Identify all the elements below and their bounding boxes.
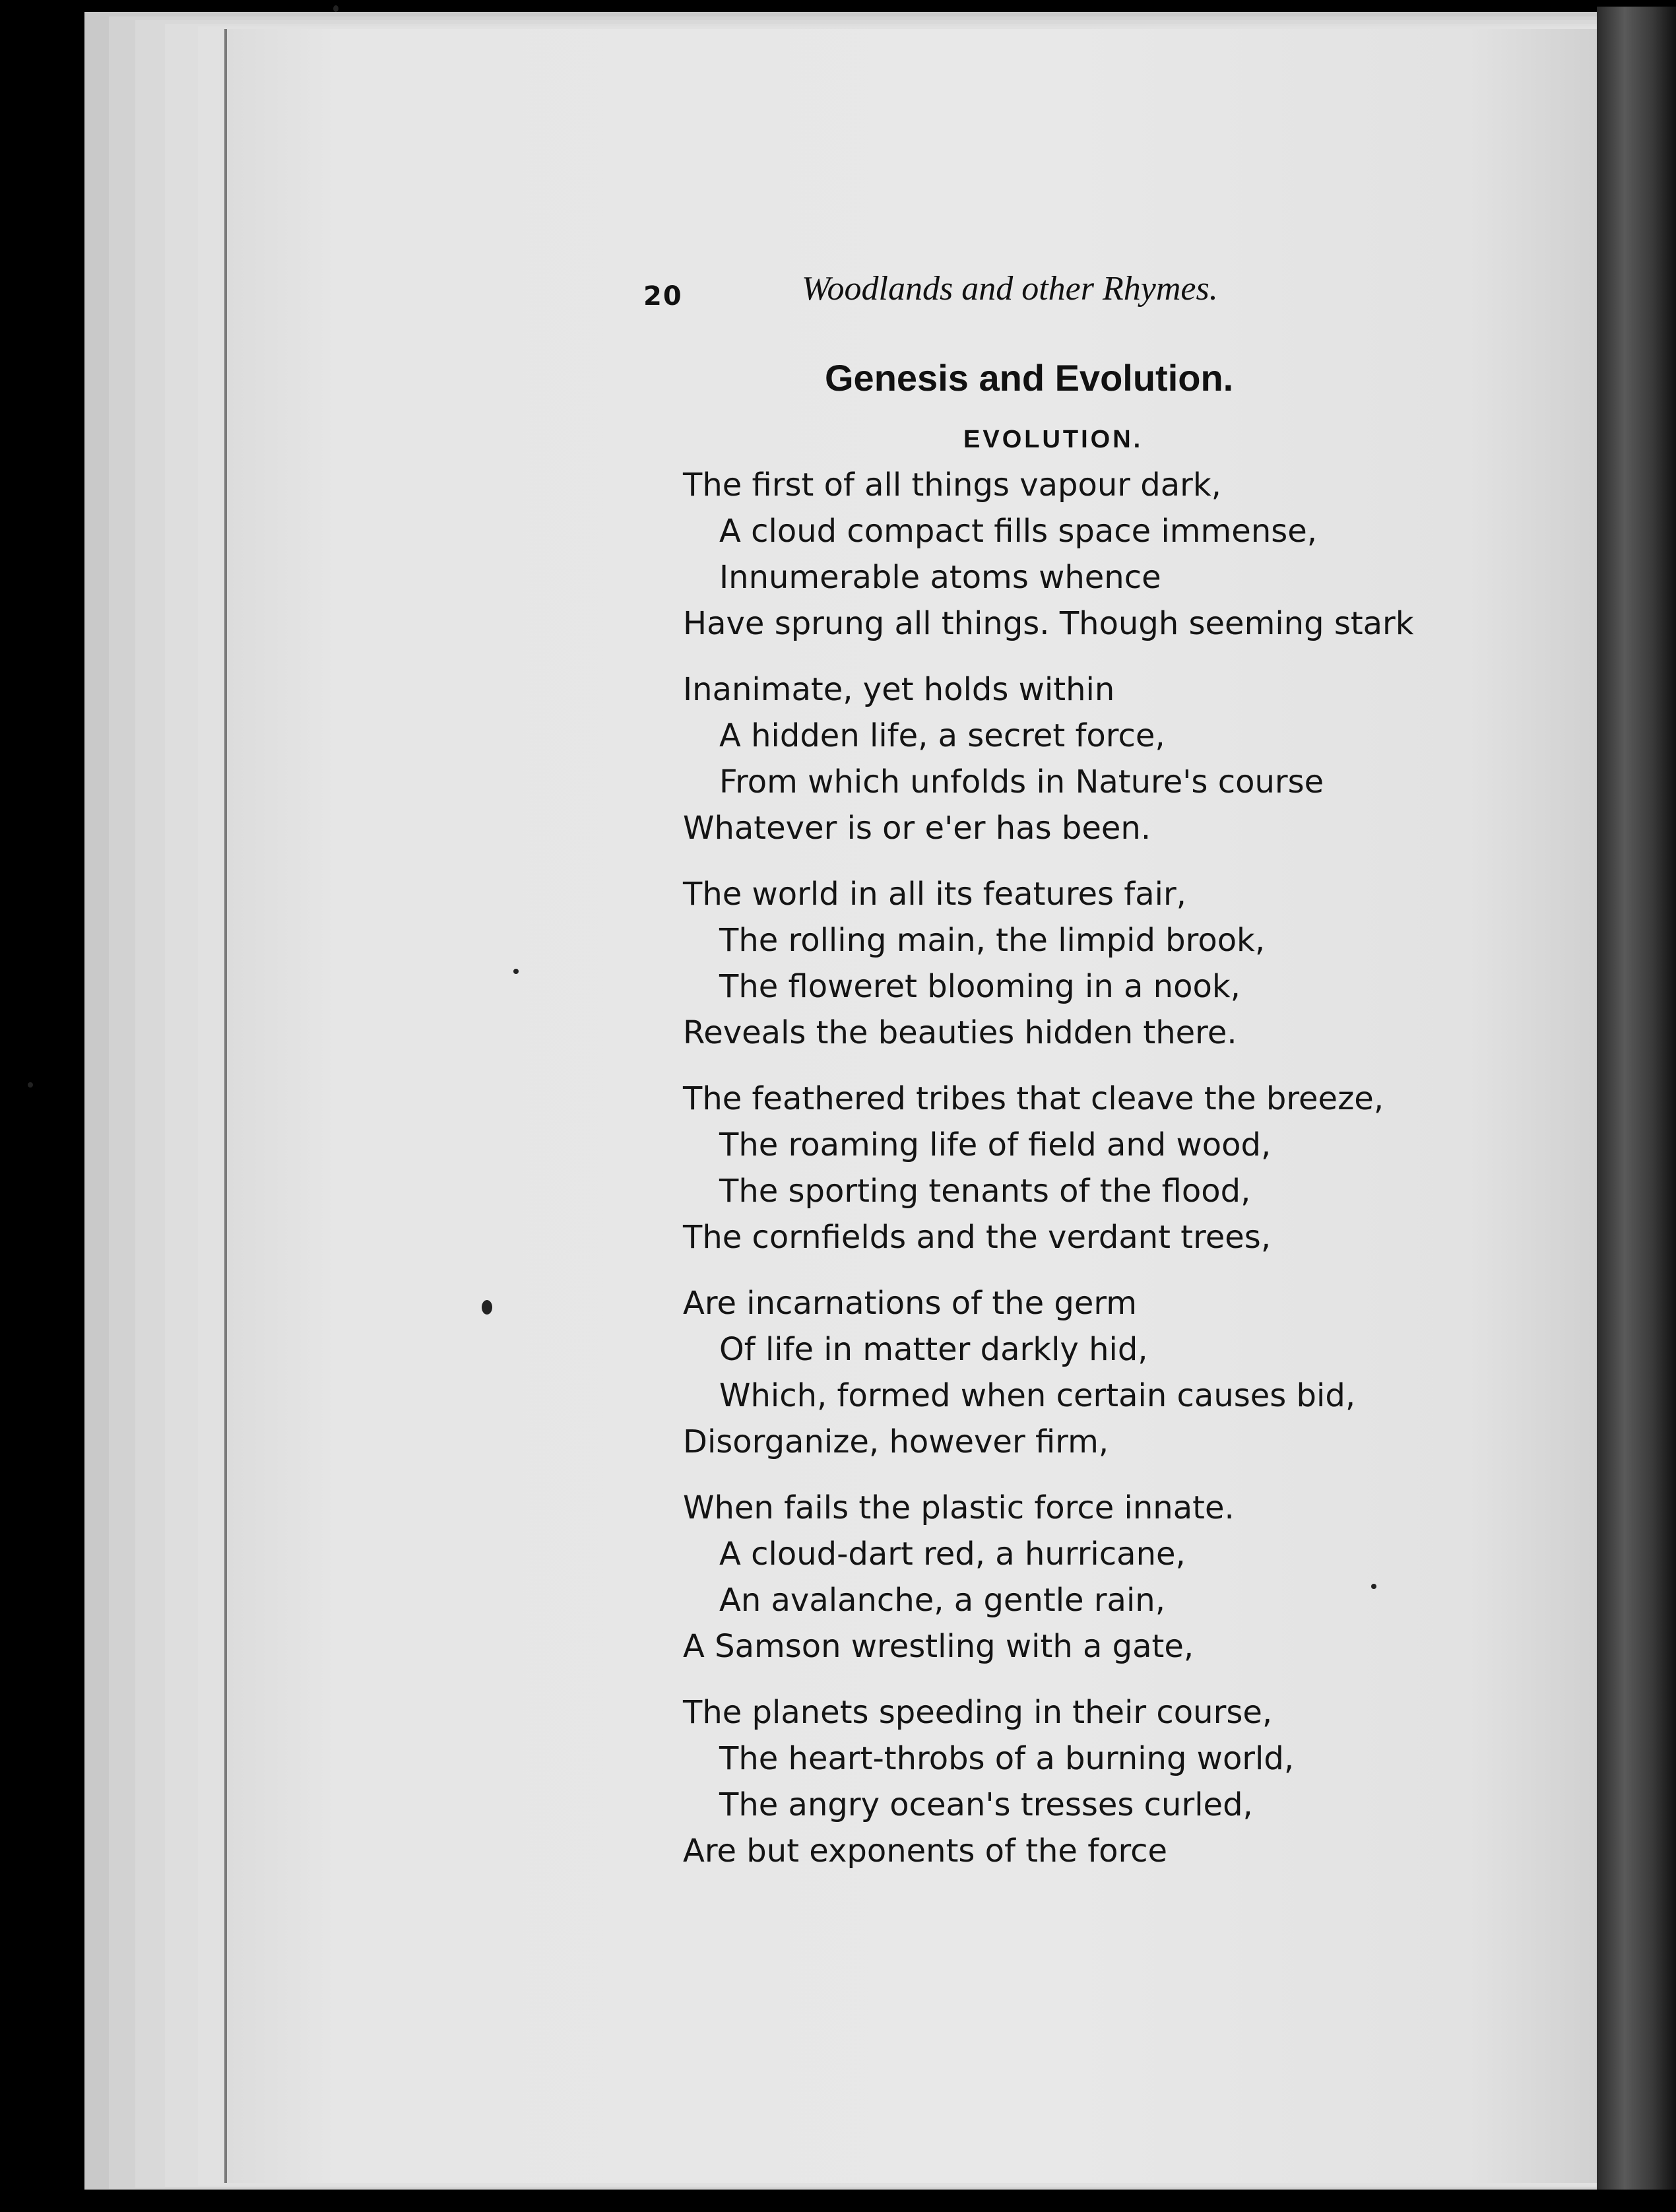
book-title: Woodlands and other Rhymes. (802, 270, 1218, 308)
poem-line: The sporting tenants of the flood, (719, 1173, 1251, 1210)
poem-line: The planets speeding in their course, (683, 1694, 1273, 1731)
scan-speck (28, 1082, 33, 1088)
poem-line: Whatever is or e'er has been. (683, 810, 1151, 847)
poem-line: The cornfields and the verdant trees, (683, 1219, 1272, 1256)
poem-line: Disorganize, however firm, (683, 1423, 1109, 1460)
poem-line: An avalanche, a gentle rain, (719, 1582, 1165, 1619)
poem-line: Inanimate, yet holds within (683, 671, 1115, 708)
scan-bottom-band (0, 2190, 1676, 2212)
poem-line: The first of all things vapour dark, (683, 467, 1221, 504)
stanza (683, 1076, 1528, 1260)
scan-speck (482, 1300, 492, 1315)
poem-line: A cloud-dart red, a hurricane, (719, 1536, 1186, 1573)
poem-line: Are but exponents of the force (683, 1833, 1168, 1870)
page-gutter-shadow (1597, 7, 1676, 2204)
poem-line: Are incarnations of the germ (683, 1285, 1138, 1322)
section-heading: EVOLUTION. (963, 426, 1144, 453)
poem-line: The feathered tribes that cleave the breeze, (683, 1080, 1384, 1117)
poem-line: The floweret blooming in a nook, (719, 968, 1241, 1005)
stanza (683, 1280, 1528, 1465)
poem-line: Of life in matter darkly hid, (719, 1331, 1148, 1368)
scan-speck (513, 969, 519, 974)
stanza (683, 871, 1528, 1056)
poem-line: The roaming life of field and wood, (719, 1126, 1272, 1163)
stanza (683, 667, 1528, 851)
stanza (683, 1689, 1528, 1874)
stanza (683, 1485, 1528, 1670)
poem-line: The angry ocean's tresses curled, (719, 1786, 1253, 1823)
poem-line: Innumerable atoms whence (719, 559, 1161, 596)
poem-line: A Samson wrestling with a gate, (683, 1628, 1194, 1665)
poem-line: The world in all its features fair, (683, 876, 1186, 913)
poem-line: A hidden life, a secret force, (719, 717, 1165, 754)
page-number: 20 (643, 281, 683, 311)
running-header (643, 269, 1316, 315)
poem-line: When fails the plastic force innate. (683, 1489, 1235, 1526)
poem-line: Reveals the beauties hidden there. (683, 1014, 1237, 1051)
poem-line: Have sprung all things. Though seeming stark (683, 605, 1414, 642)
poem-line: The heart-throbs of a burning world, (719, 1740, 1295, 1777)
stanza (683, 462, 1528, 647)
poem-line: From which unfolds in Nature's course (719, 764, 1324, 800)
poem-line: Which, formed when certain causes bid, (719, 1377, 1356, 1414)
poem-line: The rolling main, the limpid brook, (719, 922, 1266, 959)
poem-line: A cloud compact fills space immense, (719, 513, 1318, 550)
scan-speck (333, 5, 338, 12)
scan-speck (1371, 1584, 1376, 1589)
poem-body (683, 462, 1528, 1894)
poem-title: Genesis and Evolution. (825, 357, 1234, 399)
